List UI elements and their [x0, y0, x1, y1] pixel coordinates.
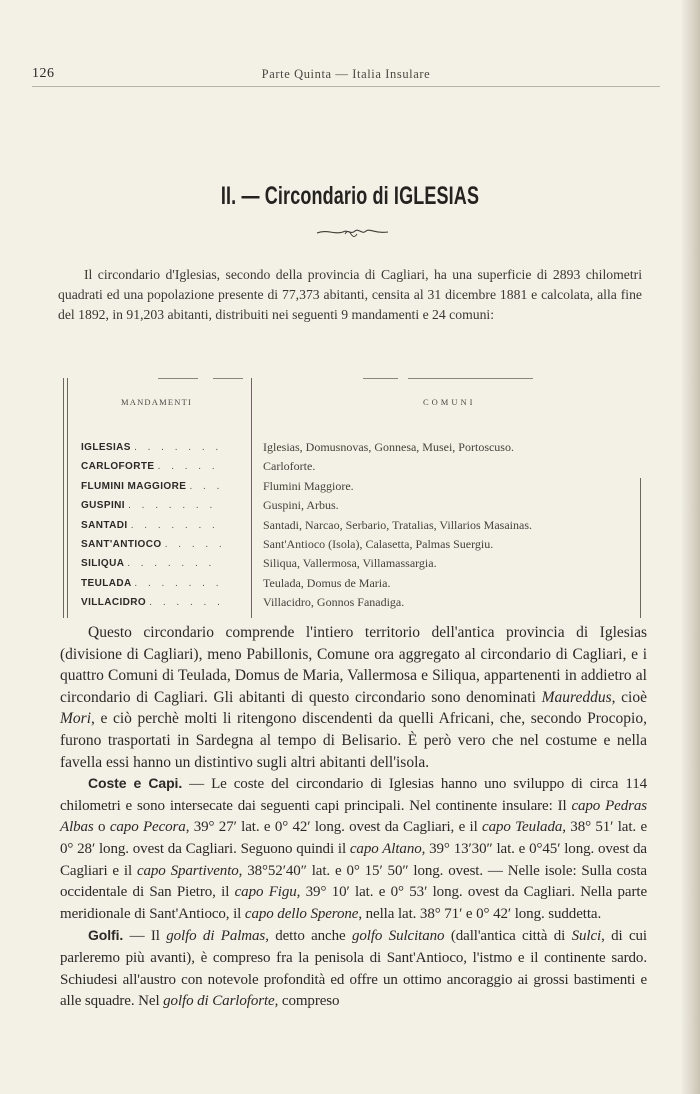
table-row-comuni: Teulada, Domus de Maria. — [263, 575, 391, 590]
table-row-mandamento: SANT'ANTIOCO . . . . . — [81, 538, 226, 550]
table-top-rule — [363, 378, 398, 379]
table-top-rule — [408, 378, 533, 379]
body-text — [60, 622, 647, 1013]
table-left-rule — [63, 378, 64, 618]
table-row-comuni: Villacidro, Gonnos Fanadiga. — [263, 595, 405, 610]
intro-paragraph: Il circondario d'Iglesias, secondo della provincia di Cagliari, ha una superficie di 2893 chilometri quadrati ed una popolazione presente di 77,373 abitanti, censita al 31 dicembre 1881 e calcolata, alla fine del 1892, in 91,203 abitanti, distribuiti nei seguenti 9 mandamenti e 24 comuni: — [58, 267, 642, 322]
ornament-flourish-icon — [315, 225, 390, 239]
paragraph-coste-e-capi: Coste e Capi. — Le coste del circondario di Iglesias hanno uno sviluppo di circa 114 chilometri e sono intersecate dai seguenti capi principali. Nel continente insulare: Il capo Pedras Albas o capo Pecora, 39° 27′ lat. e 0° 42′ long. ovest da Cagliari, e il capo Teulada, 38° 51′ lat. e 0° 28′ long. ovest da Cagliari. Seguono quindi il capo Altano, 39° 13′30″ lat. e 0°45′ long. ovest da Cagliari e il capo Spartivento, 38°52′40″ lat. e 0° 15′ 50″ long. ovest. — Nelle isole: Sulla costa occidentale di San Pietro, il capo Figu, 39° 10′ lat. e 0° 53′ long. ovest da Cagliari. Nella parte meridionale di Sant'Antioco, il capo dello Sperone, nella lat. 38° 71′ e 0° 42′ long. suddetta. — [60, 775, 648, 922]
table-column-divider — [251, 378, 252, 618]
page-number: 126 — [32, 66, 55, 81]
table-top-rule — [213, 378, 243, 379]
table-row-comuni: Guspini, Arbus. — [263, 498, 339, 513]
table-row-mandamento: IGLESIAS . . . . . . . — [81, 442, 223, 453]
table-row-comuni: Flumini Maggiore. — [263, 478, 354, 493]
table-row-mandamento: VILLACIDRO . . . . . . — [81, 597, 224, 609]
chapter-title: II. — Circondario di IGLESIAS — [220, 182, 480, 210]
table-left-rule — [67, 378, 68, 618]
mandamenti-column — [81, 438, 251, 613]
table-row-mandamento: CARLOFORTE . . . . . — [81, 461, 219, 473]
page-header — [32, 66, 660, 87]
paragraph-description: Questo circondario comprende l'intiero territorio dell'antica provincia di Iglesias (divisione di Cagliari), meno Pabillonis, Comune ora aggregato al circondario di Cagliari, e i quattro Comuni di Teulada, Domus de Maria, Vallermosa e Siliqua, appartenenti in addietro al circondario di Cagliari. Gli abitanti di questo circondario sono denominati Maureddus, cioè Mori, e ciò perchè molti li ritengono discendenti da quelli Africani, che, secondo Procopio, furono trasportati in Sardegna al tempo di Belisario. È però vero che nel costume e nella favella essi hanno un distintivo sugli altri abitanti dell'isola. — [60, 624, 647, 771]
table-row-mandamento: GUSPINI . . . . . . . — [81, 500, 217, 512]
table-top-rule — [158, 378, 198, 379]
comuni-column — [263, 438, 643, 613]
table-row-mandamento: FLUMINI MAGGIORE . . . — [81, 480, 224, 492]
section-heading-golfi: Golfi. — [88, 927, 124, 944]
running-title: Parte Quinta — Italia Insulare — [261, 67, 431, 81]
table-row-comuni: Iglesias, Domusnovas, Gonnesa, Musei, Portoscuso. — [263, 440, 514, 454]
table-row-comuni: Santadi, Narcao, Serbario, Tratalias, Villarios Masainas. — [263, 517, 533, 532]
table-row-comuni: Carloforte. — [263, 459, 316, 474]
column-header-comuni: COMUNI — [423, 397, 476, 407]
paragraph-golfi: Golfi. — Il golfo di Palmas, detto anche golfo Sulcitano (dall'antica città di Sulci, di cui parleremo più avanti), è compreso fra la penisola di Sant'Antioco, l'istmo e il continente sardo. Schiudesi all'austro con notevole profondità ed offre un ottimo ancoraggio ai grossi bastimenti e alle squadre. Nel golfo di Carloforte, compreso — [60, 927, 647, 1010]
section-heading-coste: Coste e Capi. — [88, 775, 183, 792]
table-row-mandamento: SANTADI . . . . . . . — [81, 519, 219, 531]
book-spine-shadow — [682, 0, 700, 1094]
table-row-comuni: Sant'Antioco (Isola), Calasetta, Palmas Suergiu. — [263, 536, 494, 551]
table-row-mandamento: SILIQUA . . . . . . . — [81, 558, 216, 570]
table-row-comuni: Siliqua, Vallermosa, Villamassargia. — [263, 556, 437, 571]
table-row-mandamento: TEULADA . . . . . . . — [81, 577, 223, 589]
mandamenti-table — [63, 378, 644, 622]
column-header-mandamenti: MANDAMENTI — [121, 397, 193, 407]
